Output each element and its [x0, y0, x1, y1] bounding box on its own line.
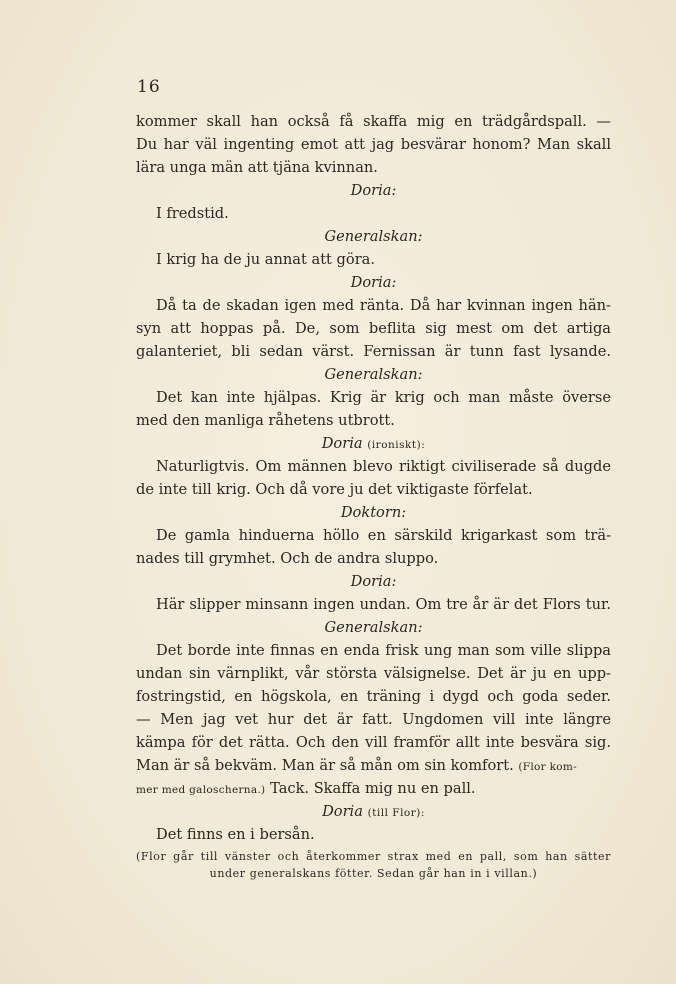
text-line: undan sin värnplikt, vår största välsignelse. Det är ju en upp- — [136, 665, 611, 682]
stage-direction-inline: mer med galoscherna.) — [136, 784, 266, 796]
text-line-mixed — [136, 777, 611, 800]
stage-direction: (Flor går till vänster och återkommer strax med en pall, som han sätter — [136, 850, 611, 863]
speaker-with-direction — [136, 432, 611, 455]
speaker-with-direction — [136, 800, 611, 823]
text-line-mixed — [136, 754, 611, 777]
text-line: Här slipper minsann ingen undan. Om tre år är det Flors tur. — [156, 596, 611, 613]
speaker-direction: (till Flor): — [367, 807, 425, 819]
speaker-name: Doria — [322, 803, 363, 820]
text-line: fostringstid, en högskola, en träning i dygd och goda seder. — [136, 688, 611, 705]
speaker-direction: (ironiskt): — [367, 439, 426, 451]
stage-direction-inline: (Flor kom- — [518, 761, 577, 773]
text-line: Då ta de skadan igen med ränta. Då har kvinnan ingen hän- — [156, 297, 611, 314]
page-number: 16 — [137, 77, 161, 97]
text-line: syn att hoppas på. De, som beflita sig mest om det artiga — [136, 320, 611, 337]
text-line: — Men jag vet hur det är fatt. Ungdomen vill inte längre — [136, 711, 611, 728]
text-line: Du har väl ingenting emot att jag besvärar honom? Man skall — [136, 136, 611, 153]
text-line: Naturligtvis. Om männen blevo riktigt civiliserade så dugde — [156, 458, 611, 475]
speaker-name: Generalskan: — [324, 619, 423, 636]
stage-direction: under generalskans fötter. Sedan går han in i villan.) — [209, 867, 538, 880]
text-line: Det finns en i bersån. — [156, 826, 315, 843]
text-line: nades till grymhet. Och de andra sluppo. — [136, 550, 439, 567]
text-line: galanteriet, bli sedan värst. Fernissan är tunn fast lysande. — [136, 343, 611, 360]
speaker-name: Doria: — [350, 573, 397, 590]
text-line: kämpa för det rätta. Och den vill framför allt inte besvära sig. — [136, 734, 611, 751]
speaker-name: Doktorn: — [340, 504, 407, 521]
text-line: kommer skall han också få skaffa mig en trädgårdspall. — — [136, 113, 611, 130]
text-line: I fredstid. — [156, 205, 229, 222]
speaker-name: Generalskan: — [324, 228, 423, 245]
text-line: I krig ha de ju annat att göra. — [156, 251, 376, 268]
text-line: lära unga män att tjäna kvinnan. — [136, 159, 378, 176]
text-line: med den manliga råhetens utbrott. — [136, 412, 395, 429]
speaker-name: Doria: — [350, 182, 397, 199]
text-line: De gamla hinduerna höllo en särskild krigarkast som trä- — [156, 527, 611, 544]
speaker-name: Doria: — [350, 274, 397, 291]
text-line: Det borde inte finnas en enda frisk ung man som ville slippa — [156, 642, 611, 659]
play-text — [136, 110, 611, 882]
text-segment: Man är så bekväm. Man är så mån om sin komfort. — [136, 757, 514, 774]
text-line: Det kan inte hjälpas. Krig är krig och man måste överse — [156, 389, 611, 406]
speaker-name: Generalskan: — [324, 366, 423, 383]
text-line: de inte till krig. Och då vore ju det viktigaste förfelat. — [136, 481, 533, 498]
text-segment: Tack. Skaffa mig nu en pall. — [270, 780, 476, 797]
speaker-name: Doria — [321, 435, 363, 452]
